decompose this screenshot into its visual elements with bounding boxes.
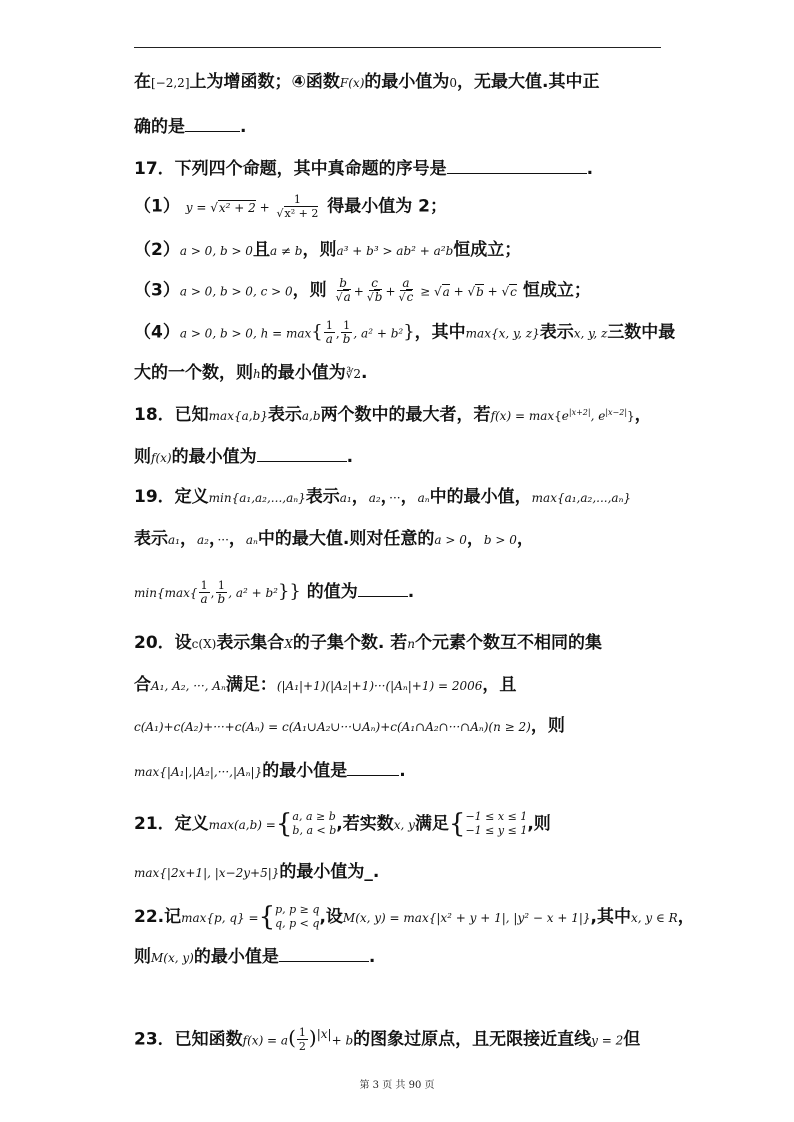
text-line: 则f(x)的最小值为 . xyxy=(134,443,353,470)
question-18: 18．已知max{a,b}表示a,b两个数中的最大者，若$f(x) = \max\{e^{|x+2|}$, $e^{|x-2|}$}， xyxy=(134,405,652,425)
question-20: 20．设c(X)表示集合X的子集个数. 若n个元素个数互不相同的集 xyxy=(134,633,602,653)
page-footer: 第 3 页 共 90 页 xyxy=(359,1080,435,1091)
answer-blank xyxy=(257,443,347,462)
text-line: 则M(x, y)的最小值是 . xyxy=(134,943,375,970)
text-line: 大的一个数，则h的最小值为∛2. xyxy=(134,363,368,383)
text-line: 合A₁, A₂, ···, Aₙ满足：(|A₁|+1)(|A₂|+1)···(|Aₙ|+1) = 2006，且 xyxy=(134,675,517,695)
q17-item-1: （1） y = √x² + 2 + $\frac{1}{\text{√x² + 2}}$ 得最小值为 2； xyxy=(134,193,447,220)
text-line: max{|A₁|,|A₂|,···,|Aₙ|}的最小值是 . xyxy=(134,757,406,784)
text-line: min{max{ $\frac{1}{a}$ , $\frac{1}{b}$ , a² + b²}} 的值为 . xyxy=(134,578,415,606)
question-22: 22.记max{p, q} ={ p, p ≥ q q, p < q ,设M(x, y) = max{|x² + y + 1|, |y² − x + 1|},其中x, y ∈ R， xyxy=(134,902,695,932)
q17-item-3: （3）a > 0, b > 0, c > 0，则 $\frac{b}{√a}$ + $\frac{c}{√b}$ + $\frac{a}{√c}$ ≥ √a + √b + √c 恒成立； xyxy=(134,276,591,304)
text-line: 在[−2,2]上为增函数；④函数F(x)的最小值为0，无最大值.其中正 xyxy=(134,72,600,92)
answer-blank xyxy=(279,943,369,962)
answer-blank xyxy=(185,113,240,132)
question-19: 19．定义min{a₁,a₂,...,aₙ}表示a₁，a₂，···，aₙ中的最小值，max{a₁,a₂,...,aₙ} xyxy=(134,487,632,507)
answer-blank xyxy=(347,757,399,776)
text-line: 表示a₁，a₂，···，aₙ中的最大值.则对任意的a > 0，b > 0， xyxy=(134,529,534,549)
answer-blank xyxy=(447,155,587,174)
header-rule xyxy=(134,47,661,48)
text-line: 确的是 . xyxy=(134,113,246,139)
q17-item-2: （2）a > 0, b > 0且a ≠ b，则a³ + b³ > ab² + a²b恒成立； xyxy=(134,240,522,260)
answer-blank xyxy=(358,578,408,597)
q17-item-4: （4）a > 0, b > 0, h = max{ $\frac{1}{a}$ , $\frac{1}{b}$ , a² + b²}，其中max{x, y, z}表示x, y, z三数中最 xyxy=(134,319,676,346)
text-line: c(A₁)+c(A₂)+···+c(Aₙ) = c(A₁∪A₂∪···∪Aₙ)+c(A₁∩A₂∩···∩Aₙ)(n ≥ 2)，则 xyxy=(134,716,565,736)
question-23: 23．已知函数f(x) = a( $\frac{1}{2}$ )$^{|x|}$+ b的图象过原点，且无限接近直线y = 2但 xyxy=(134,1025,641,1054)
question-17: 17．下列四个命题，其中真命题的序号是 . xyxy=(134,155,593,181)
text-line: max{|2x+1|, |x−2y+5|}的最小值为_. xyxy=(134,862,380,882)
question-21: 21．定义max(a,b) ={ a, a ≥ b b, a < b ,若实数x, y满足{ −1 ≤ x ≤ 1 −1 ≤ y ≤ 1 ,则 xyxy=(134,809,551,839)
